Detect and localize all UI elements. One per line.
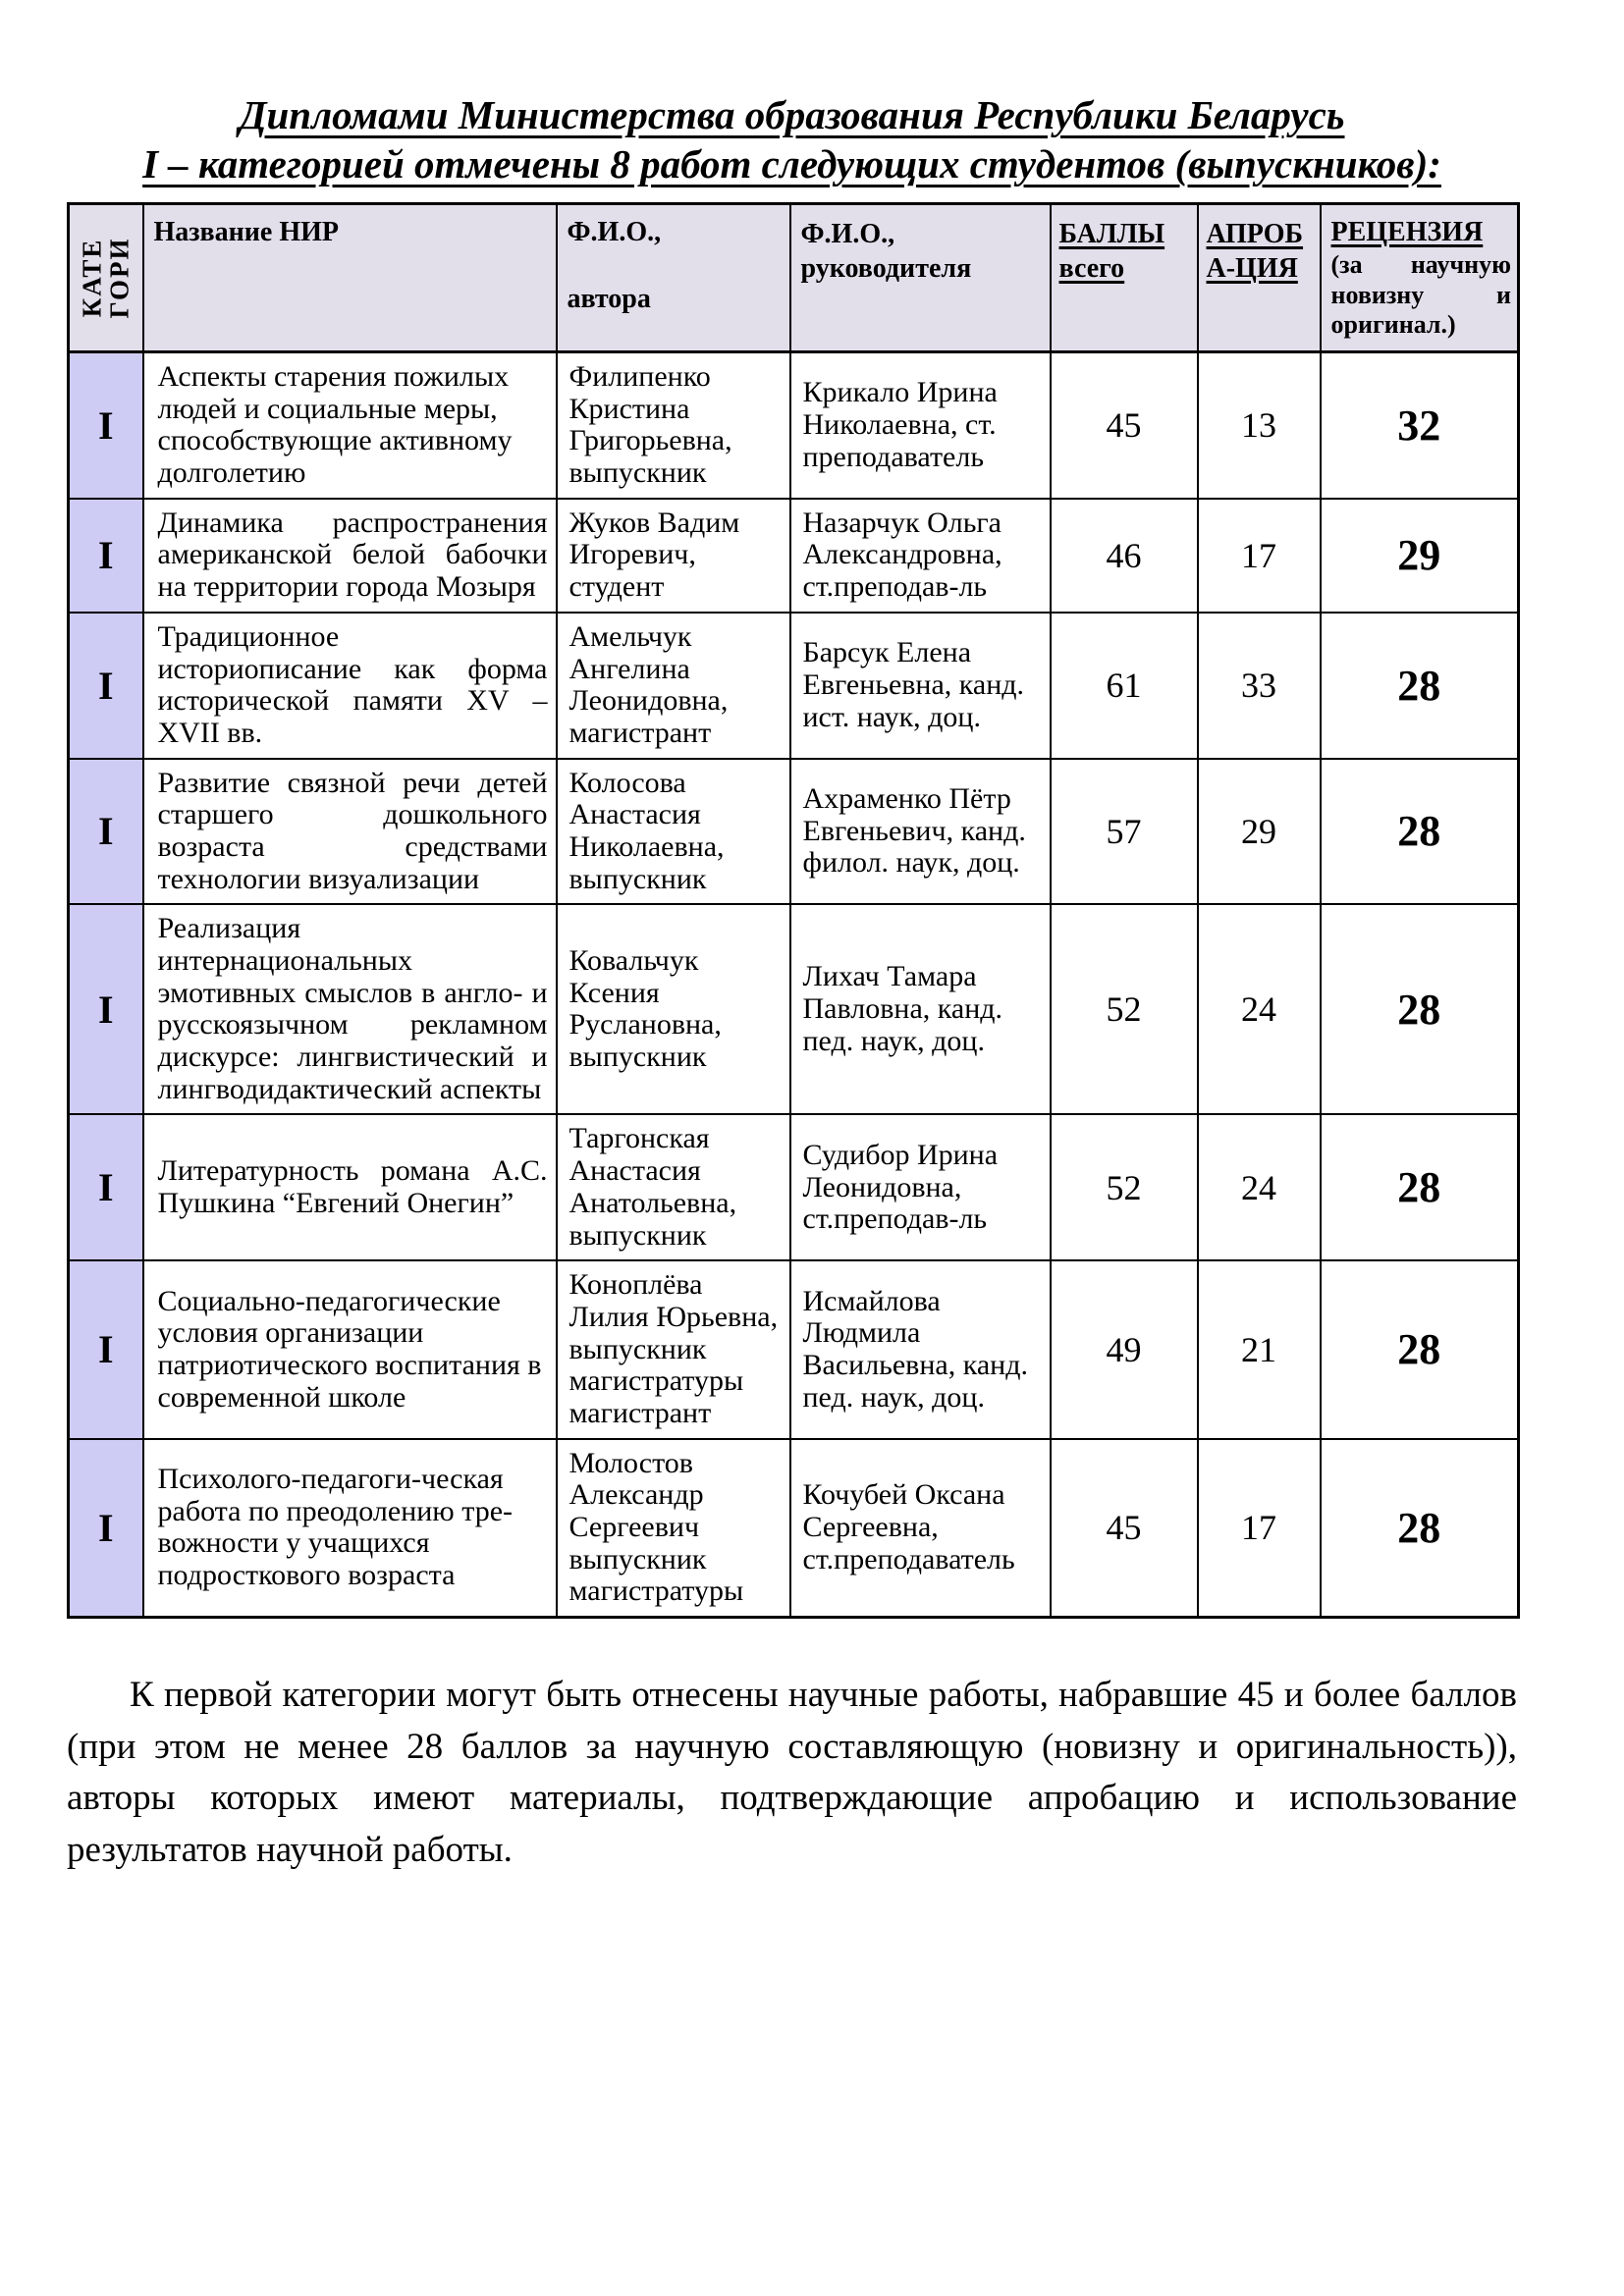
nir-title-cell: Социально-педагогические условия организации патриотического воспитания в современной школе	[143, 1260, 557, 1438]
closing-paragraph: К первой категории могут быть отнесены научные работы, набравшие 45 и более баллов (при этом не менее 28 баллов за научную составляющую (новизну и оригинальность)), авторы которых имеют материалы, подтверждающие апробацию и использование результатов научной работы.	[67, 1675, 1517, 1870]
nir-title-cell: Традиционное историописание как форма исторической памяти XV – XVII вв.	[143, 613, 557, 759]
review-cell: 28	[1321, 1260, 1519, 1438]
supervisor-cell: Судибор Ирина Леонидовна, ст.преподав-ль	[790, 1114, 1051, 1260]
header-cell-category	[69, 204, 143, 352]
score-total-cell: 45	[1051, 1439, 1198, 1618]
approbation-cell: 17	[1198, 499, 1321, 613]
table-header-row	[69, 204, 1519, 352]
review-label: РЕЦЕНЗИЯ	[1330, 217, 1484, 248]
approbation-label-line1: АПРОБ	[1206, 219, 1304, 250]
supervisor-cell: Ахраменко Пётр Евгеньевич, канд. филол. наук, доц.	[790, 759, 1051, 905]
category-cell: I	[69, 1260, 143, 1438]
category-cell: I	[69, 352, 143, 499]
author-cell: Колосова Анастасия Николаевна, выпускник	[557, 759, 790, 905]
review-note-label: (за научную новизну и оригинал.)	[1330, 250, 1511, 340]
score-total-cell: 61	[1051, 613, 1198, 759]
approbation-cell: 24	[1198, 904, 1321, 1114]
supervisor-cell: Крикало Ирина Николаевна, ст. преподаватель	[790, 352, 1051, 499]
header-cell-supervisor	[790, 204, 1051, 352]
score-sub-label: всего	[1058, 253, 1125, 285]
score-total-cell: 57	[1051, 759, 1198, 905]
approbation-cell: 24	[1198, 1114, 1321, 1260]
score-total-cell: 46	[1051, 499, 1198, 613]
supervisor-cell: Лихач Тамара Павловна, канд. пед. наук, доц.	[790, 904, 1051, 1114]
supervisor-label-line1: Ф.И.О.,	[800, 219, 895, 250]
table-row	[69, 1439, 1519, 1618]
supervisor-cell: Барсук Елена Евгеньевна, канд. ист. наук, доц.	[790, 613, 1051, 759]
table-row	[69, 759, 1519, 905]
category-cell: I	[69, 499, 143, 613]
score-total-cell: 49	[1051, 1260, 1198, 1438]
author-cell: Коноплёва Лилия Юрьевна, выпускник магистратуры магистрант	[557, 1260, 790, 1438]
approbation-cell: 21	[1198, 1260, 1321, 1438]
review-cell: 28	[1321, 759, 1519, 905]
review-cell: 28	[1321, 904, 1519, 1114]
score-total-cell: 45	[1051, 352, 1198, 499]
nir-title-cell: Динамика распространения американской белой бабочки на территории города Мозыря	[143, 499, 557, 613]
review-cell: 28	[1321, 613, 1519, 759]
table-row	[69, 1114, 1519, 1260]
title-line-1: Дипломами Министерства образования Республики Беларусь	[239, 92, 1345, 137]
category-cell: I	[69, 613, 143, 759]
table-row	[69, 904, 1519, 1114]
category-cell: I	[69, 1439, 143, 1618]
approbation-cell: 13	[1198, 352, 1321, 499]
review-cell: 29	[1321, 499, 1519, 613]
nir-title-label: Название НИР	[153, 217, 340, 248]
approbation-cell: 33	[1198, 613, 1321, 759]
header-cell-score-total	[1051, 204, 1198, 352]
nir-title-cell: Реализация интернациональных эмотивных смыслов в англо- и русскоязычном рекламном дискурсе: лингвистический и лингводидактический аспекты	[143, 904, 557, 1114]
score-total-cell: 52	[1051, 904, 1198, 1114]
nir-title-cell: Литературность романа А.С. Пушкина “Евгений Онегин”	[143, 1114, 557, 1260]
header-cell-author	[557, 204, 790, 352]
header-cell-approbation	[1198, 204, 1321, 352]
category-label-line1: КАТЕ	[77, 238, 107, 318]
header-cell-nir-title	[143, 204, 557, 352]
category-vertical-label	[78, 238, 134, 319]
author-cell: Амельчук Ангелина Леонидовна, магистрант	[557, 613, 790, 759]
category-cell: I	[69, 904, 143, 1114]
approbation-cell: 29	[1198, 759, 1321, 905]
title-line-2: I – категорией отмечены 8 работ следующих студентов (выпускников):	[142, 141, 1441, 187]
supervisor-cell: Назарчук Ольга Александровна, ст.преподав-ль	[790, 499, 1051, 613]
approbation-label-line2: А-ЦИЯ	[1206, 253, 1298, 285]
supervisor-cell: Кочубей Оксана Сергеевна, ст.преподаватель	[790, 1439, 1051, 1618]
author-label-line1: Ф.И.О.,	[567, 217, 662, 248]
author-cell: Таргонская Анастасия Анатольевна, выпускник	[557, 1114, 790, 1260]
nir-title-cell: Развитие связной речи детей старшего дошкольного возраста средствами технологии визуализации	[143, 759, 557, 905]
author-label-line2: автора	[567, 284, 651, 315]
supervisor-label-line2: руководителя	[800, 253, 972, 285]
author-cell: Жуков Вадим Игоревич, студент	[557, 499, 790, 613]
category-cell: I	[69, 1114, 143, 1260]
score-total-cell: 52	[1051, 1114, 1198, 1260]
header-cell-review	[1321, 204, 1519, 352]
table-row	[69, 1260, 1519, 1438]
nir-title-cell: Аспекты старения пожилых людей и социальные меры, способствующие активному долголетию	[143, 352, 557, 499]
awards-table	[67, 202, 1520, 1619]
category-cell: I	[69, 759, 143, 905]
review-cell: 28	[1321, 1114, 1519, 1260]
nir-title-cell: Психолого-педагоги-ческая работа по преодолению тре-вожности у учащихся подросткового возраста	[143, 1439, 557, 1618]
category-label-line2: ГОРИ	[104, 237, 135, 319]
table-row	[69, 352, 1519, 499]
table-row	[69, 499, 1519, 613]
author-cell: Ковальчук Ксения Руслановна, выпускник	[557, 904, 790, 1114]
approbation-cell: 17	[1198, 1439, 1321, 1618]
author-cell: Молостов Александр Сергеевич выпускник магистратуры	[557, 1439, 790, 1618]
supervisor-cell: Исмайлова Людмила Васильевна, канд. пед. наук, доц.	[790, 1260, 1051, 1438]
review-cell: 32	[1321, 352, 1519, 499]
table-body	[69, 352, 1519, 1618]
score-label: БАЛЛЫ	[1058, 219, 1165, 250]
table-row	[69, 613, 1519, 759]
author-cell: Филипенко Кристина Григорьевна, выпускник	[557, 352, 790, 499]
document-title	[67, 90, 1517, 188]
review-cell: 28	[1321, 1439, 1519, 1618]
